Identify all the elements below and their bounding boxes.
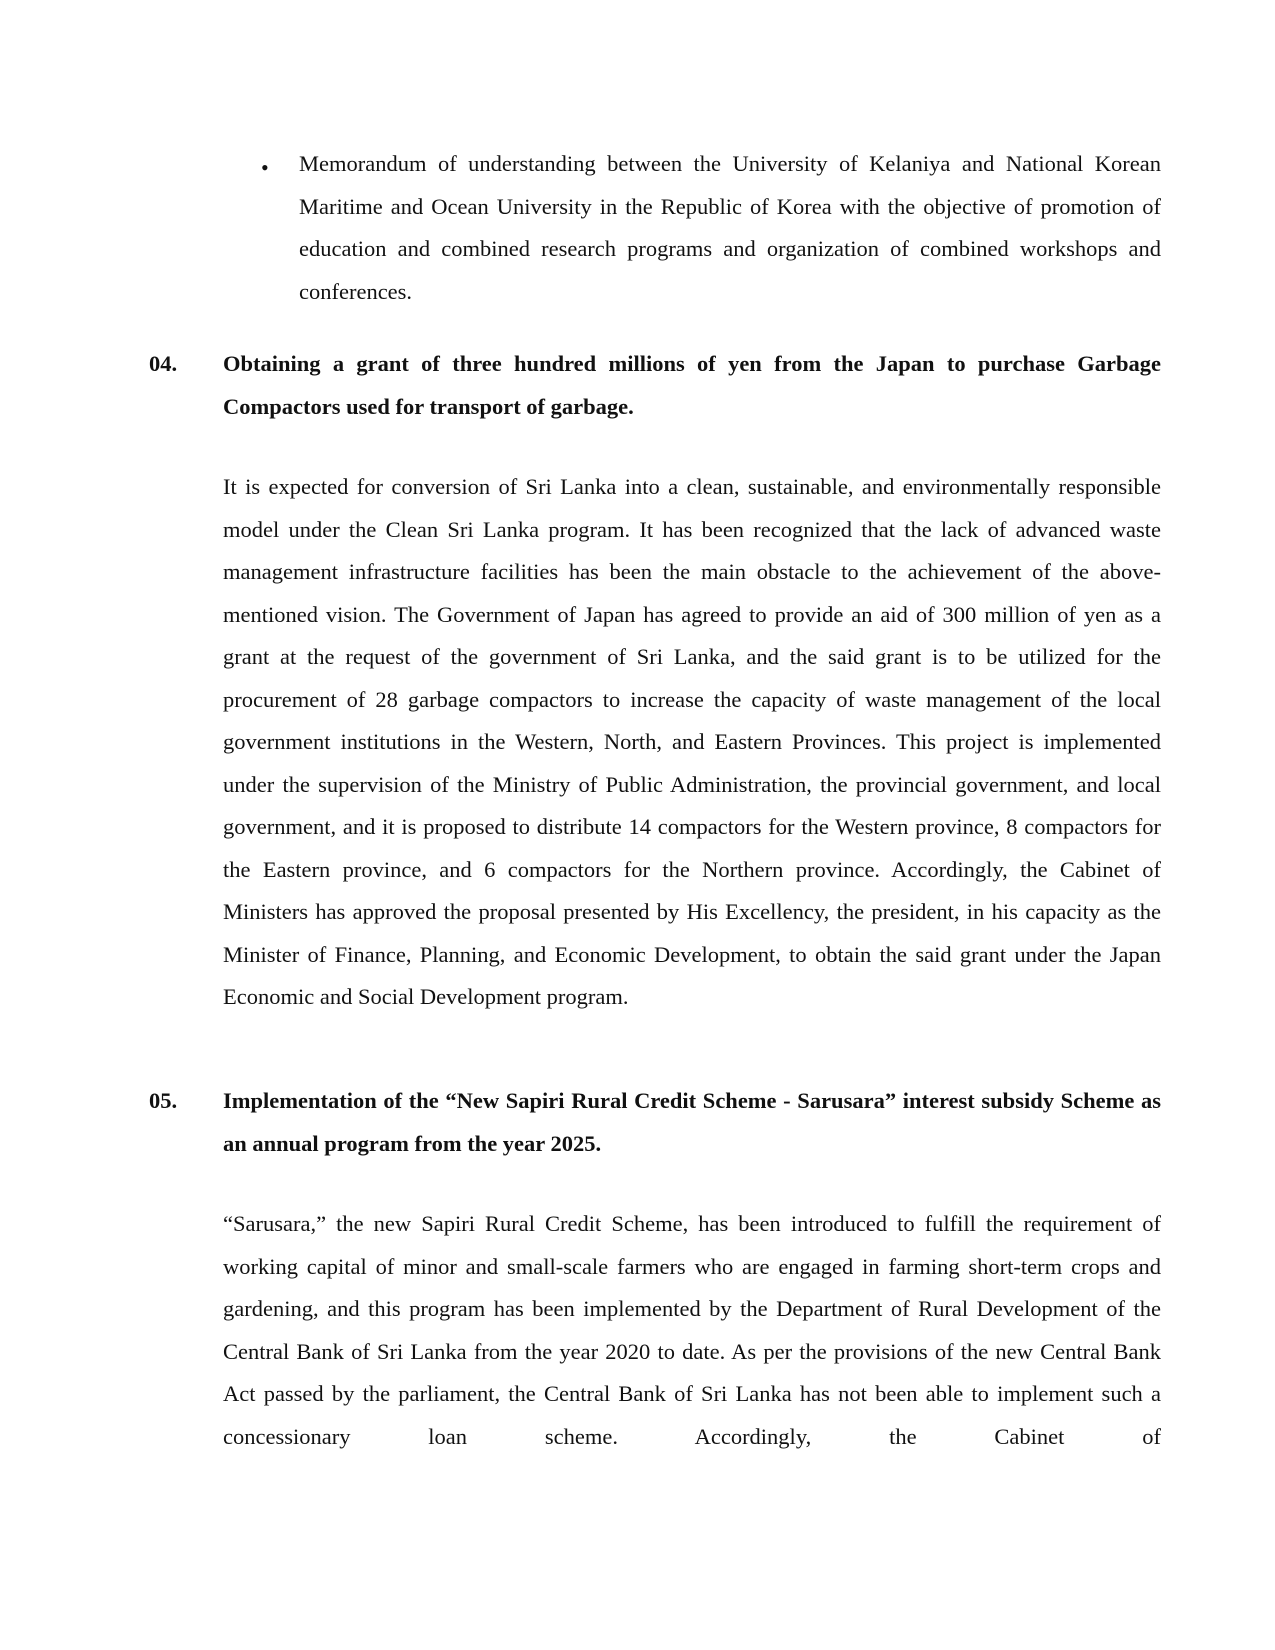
- bullet-icon: •: [261, 155, 269, 180]
- section-heading-05: [149, 1080, 1161, 1165]
- bullet-list-item: [261, 143, 1161, 313]
- section-number: 04.: [149, 351, 178, 376]
- bullet-text: Memorandum of understanding between the University of Kelaniya and National Korean Maritime and Ocean University in the Republic of Korea with the objective of promotion of education and combined research programs and organization of combined workshops and conferences.: [299, 151, 1161, 304]
- section-title: Obtaining a grant of three hundred millions of yen from the Japan to purchase Garbage Compactors used for transport of garbage.: [223, 351, 1161, 419]
- section-paragraph-04: It is expected for conversion of Sri Lanka into a clean, sustainable, and environmentally responsible model under the Clean Sri Lanka program. It has been recognized that the lack of advanced waste management infrastructure facilities has been the main obstacle to the achievement of the above-mentioned vision. The Government of Japan has agreed to provide an aid of 300 million of yen as a grant at the request of the government of Sri Lanka, and the said grant is to be utilized for the procurement of 28 garbage compactors to increase the capacity of waste management of the local government institutions in the Western, North, and Eastern Provinces. This project is implemented under the supervision of the Ministry of Public Administration, the provincial government, and local government, and it is proposed to distribute 14 compactors for the Western province, 8 compactors for the Eastern province, and 6 compactors for the Northern province. Accordingly, the Cabinet of Ministers has approved the proposal presented by His Excellency, the president, in his capacity as the Minister of Finance, Planning, and Economic Development, to obtain the said grant under the Japan Economic and Social Development program.: [223, 474, 1161, 1009]
- section-heading-04: [149, 343, 1161, 428]
- section-title: Implementation of the “New Sapiri Rural Credit Scheme - Sarusara” interest subsidy Scheme as an annual program from the year 2025.: [223, 1088, 1161, 1156]
- section-paragraph-05: “Sarusara,” the new Sapiri Rural Credit Scheme, has been introduced to fulfill the requirement of working capital of minor and small-scale farmers who are engaged in farming short-term crops and gardening, and this program has been implemented by the Department of Rural Development of the Central Bank of Sri Lanka from the year 2020 to date. As per the provisions of the new Central Bank Act passed by the parliament, the Central Bank of Sri Lanka has not been able to implement such a concessionary loan scheme. Accordingly, the Cabinet of: [223, 1211, 1161, 1449]
- section-number: 05.: [149, 1088, 178, 1113]
